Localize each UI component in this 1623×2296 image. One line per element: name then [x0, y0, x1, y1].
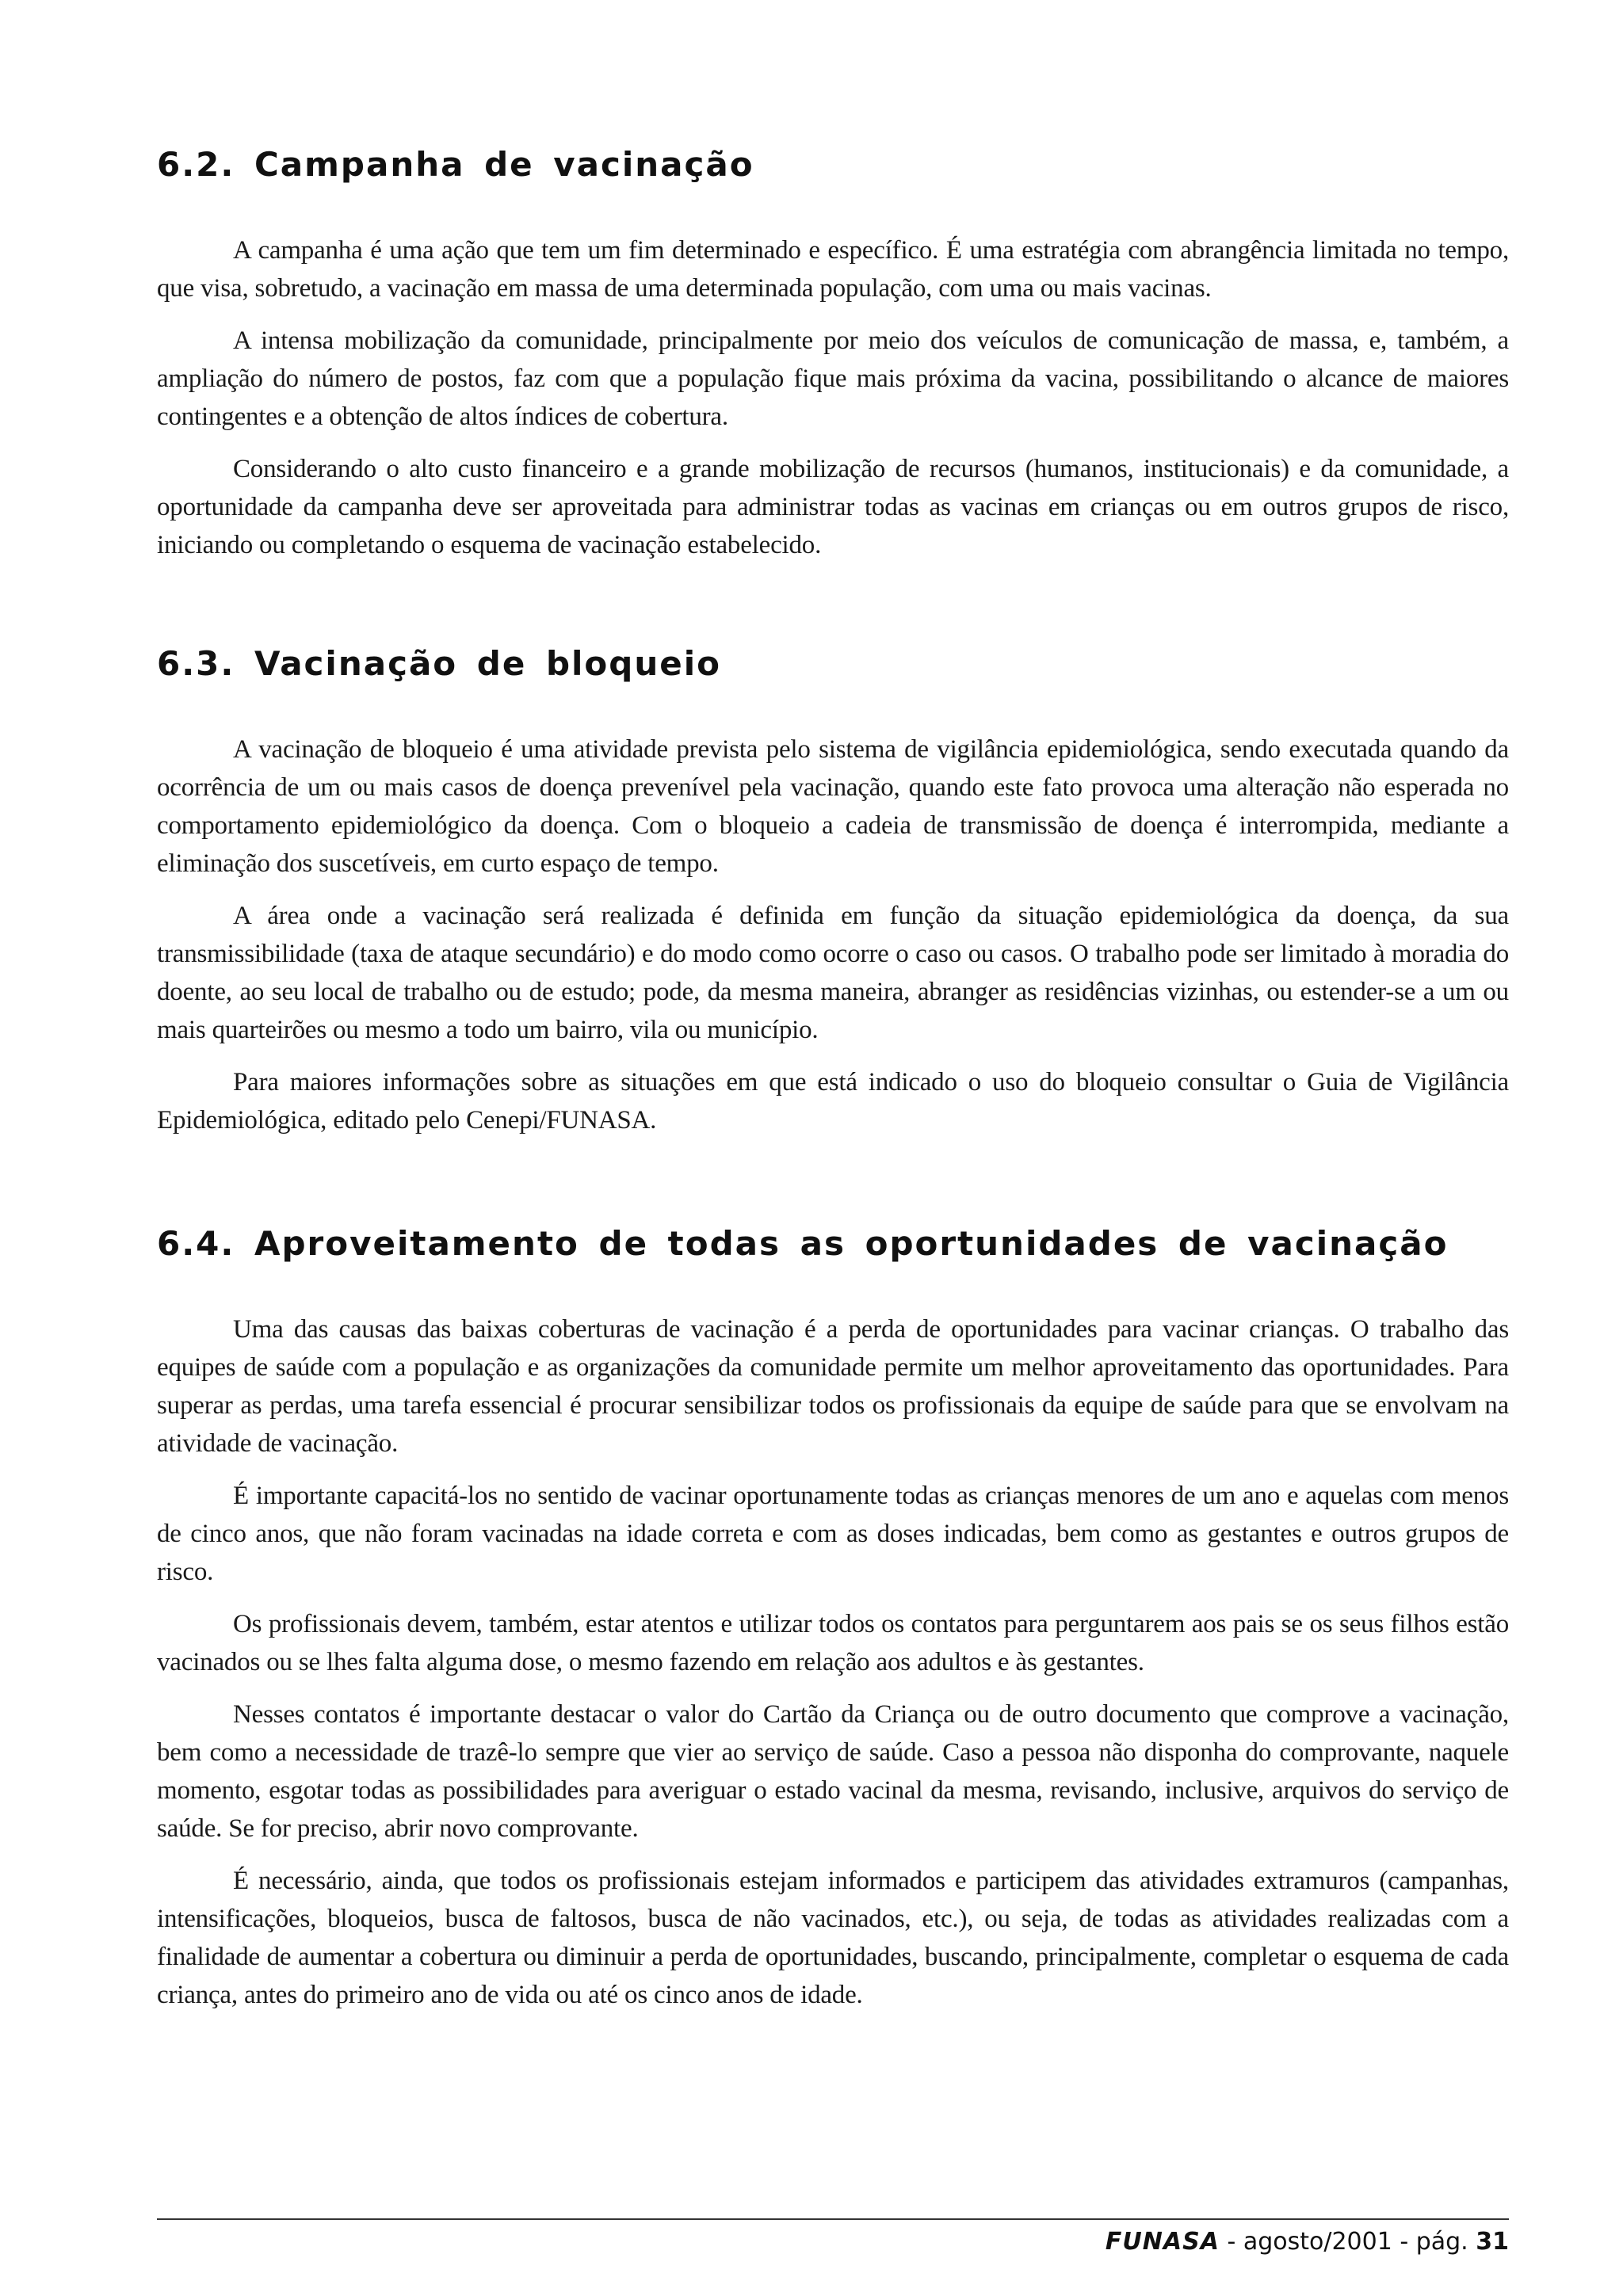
section-title: 6.3. Vacinação de bloqueio	[157, 644, 721, 683]
paragraph: A área onde a vacinação será realizada é definida em função da situação epidemiológica da doença, da sua transmissibilidade (taxa de ataque secundário) e do modo como ocorre o caso ou casos. O trabalho pode ser limitado à moradia do doente, ao seu local de trabalho ou de estudo; pode, da mesma maneira, abranger as residências vizinhas, ou estender-se a um ou mais quarteirões ou mesmo a todo um bairro, vila ou município.	[157, 902, 1509, 1044]
paragraph: Para maiores informações sobre as situações em que está indicado o uso do bloqueio consultar o Guia de Vigilância Epidemiológica, editado pelo Cenepi/FUNASA.	[157, 1068, 1509, 1135]
section-bloqueio	[157, 642, 1509, 1154]
paragraph: A vacinação de bloqueio é uma atividade prevista pelo sistema de vigilância epidemiológica, sendo executada quando da ocorrência de um ou mais casos de doença prevenível pela vacinação, quando este fato provoca uma alteração não esperada no comportamento epidemiológico da doença. Com o bloqueio a cadeia de transmissão de doença é interrompida, mediante a eliminação dos suscetíveis, em curto espaço de tempo.	[157, 735, 1509, 878]
section-aproveitamento	[157, 1222, 1509, 2028]
section-title: 6.2. Campanha de vacinação	[157, 145, 754, 184]
paragraph: Os profissionais devem, também, estar atentos e utilizar todos os contatos para perguntarem aos pais se os seus filhos estão vacinados ou se lhes falta alguma dose, o mesmo fazendo em relação aos adultos e às gestantes.	[157, 1610, 1509, 1676]
paragraph: A intensa mobilização da comunidade, principalmente por meio dos veículos de comunicação de massa, e, também, a ampliação do número de postos, faz com que a população fique mais próxima da vacina, possibilitando o alcance de maiores contingentes e a obtenção de altos índices de cobertura.	[157, 326, 1509, 431]
footer-divider	[157, 2218, 1509, 2220]
page-number: 31	[1476, 2228, 1509, 2256]
footer-brand: FUNASA	[1105, 2228, 1220, 2256]
paragraph: É importante capacitá-los no sentido de vacinar oportunamente todas as crianças menores de um ano e aquelas com menos de cinco anos, que não foram vacinadas na idade correta e com as doses indicadas, bem como as gestantes e outros grupos de risco.	[157, 1482, 1509, 1586]
paragraph: É necessário, ainda, que todos os profissionais estejam informados e participem das atividades extramuros (campanhas, intensificações, bloqueios, busca de faltosos, busca de não vacinados, etc.), ou seja, de todas as atividades realizadas com a finalidade de aumentar a cobertura ou diminuir a perda de oportunidades, buscando, principalmente, completar o esquema de cada criança, antes do primeiro ano de vida ou até os cinco anos de idade.	[157, 1867, 1509, 2009]
document-page	[157, 0, 1509, 2296]
section-title: 6.4. Aproveitamento de todas as oportunidades de vacinação	[157, 1224, 1449, 1263]
footer-text: - agosto/2001 - pág.	[1219, 2228, 1476, 2256]
paragraph: Nesses contatos é importante destacar o valor do Cartão da Criança ou de outro documento que comprove a vacinação, bem como a necessidade de trazê-lo sempre que vier ao serviço de saúde. Caso a pessoa não disponha do comprovante, naquele momento, esgotar todas as possibilidades para averiguar o estado vacinal da mesma, revisando, inclusive, arquivos do serviço de saúde. Se for preciso, abrir novo comprovante.	[157, 1700, 1509, 1843]
paragraph: Considerando o alto custo financeiro e a grande mobilização de recursos (humanos, institucionais) e da comunidade, a oportunidade da campanha deve ser aproveitada para administrar todas as vacinas em crianças ou em outros grupos de risco, iniciando ou completando o esquema de vacinação estabelecido.	[157, 455, 1509, 559]
paragraph: A campanha é uma ação que tem um fim determinado e específico. É uma estratégia com abrangência limitada no tempo, que visa, sobretudo, a vacinação em massa de uma determinada população, com uma ou mais vacinas.	[157, 236, 1509, 303]
page-footer	[1106, 2226, 1509, 2258]
section-campanha	[157, 143, 1509, 578]
paragraph: Uma das causas das baixas coberturas de vacinação é a perda de oportunidades para vacinar crianças. O trabalho das equipes de saúde com a população e as organizações da comunidade permite um melhor aproveitamento das oportunidades. Para superar as perdas, uma tarefa essencial é procurar sensibilizar todos os profissionais da equipe de saúde para que se envolvam na atividade de vacinação.	[157, 1315, 1509, 1458]
